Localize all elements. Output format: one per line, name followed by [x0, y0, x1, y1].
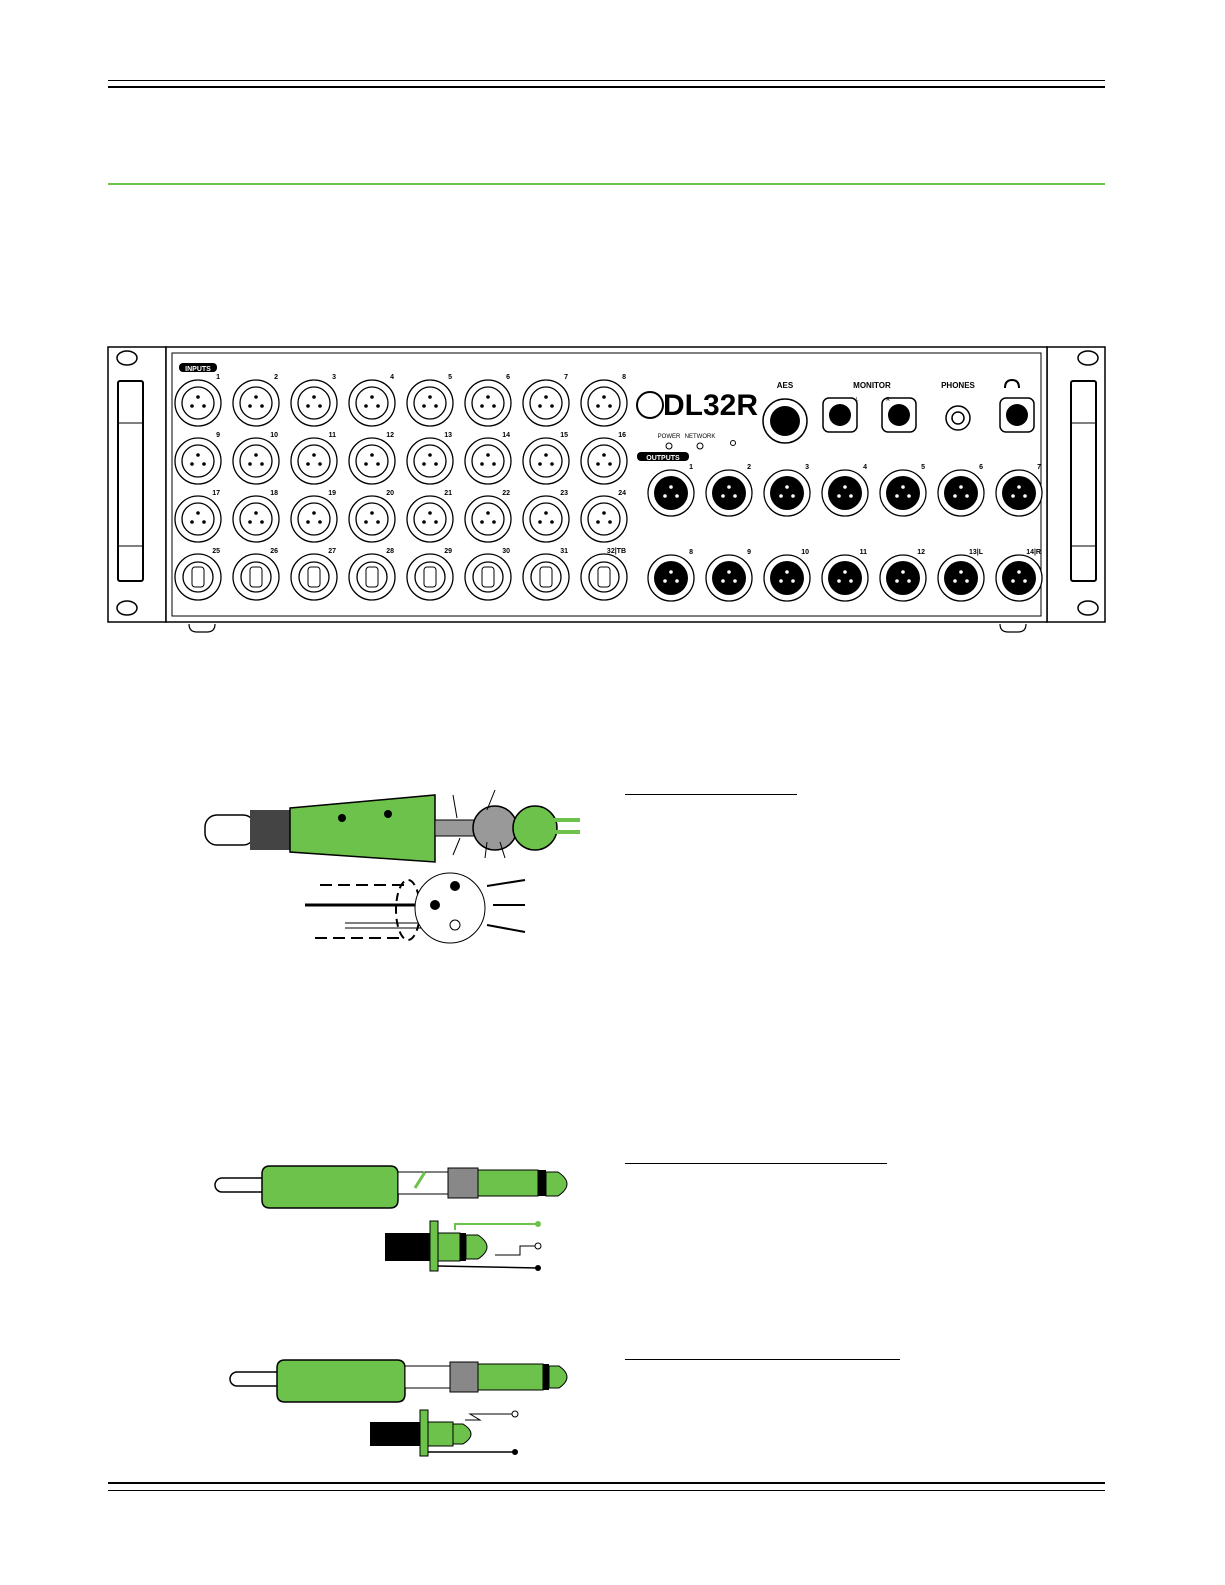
network-label: NETWORK: [684, 434, 716, 440]
xlr-caption-rule: [625, 794, 797, 795]
input-number-label: 18: [270, 490, 278, 497]
input-number-label: 7: [564, 374, 568, 381]
input-number-label: 26: [270, 548, 278, 555]
output-number-label: 14|R: [1026, 549, 1041, 556]
model-logo: DL32R: [663, 389, 759, 422]
footer-rule-bottom: [108, 1490, 1105, 1491]
input-number-label: 28: [386, 548, 394, 555]
input-number-label: 19: [328, 490, 336, 497]
output-number-label: 12: [917, 549, 925, 556]
input-number-label: 15: [560, 432, 568, 439]
input-number-label: 9: [216, 432, 220, 439]
input-number-label: 17: [212, 490, 220, 497]
monitor-right-label: R: [886, 397, 890, 403]
output-number-label: 6: [979, 464, 983, 471]
output-number-label: 3: [805, 464, 809, 471]
input-number-label: 16: [618, 432, 626, 439]
power-label: POWER: [657, 434, 681, 440]
section-green-rule: [108, 183, 1105, 185]
inputs-label: INPUTS: [185, 366, 211, 373]
xlr-connector-diagram: [195, 790, 595, 950]
input-number-label: 21: [444, 490, 452, 497]
input-number-label: 29: [444, 548, 452, 555]
input-number-label: 2: [274, 374, 278, 381]
input-number-label: 25: [212, 548, 220, 555]
header-rule-bottom: [108, 86, 1105, 88]
trs-caption-rule: [625, 1163, 887, 1164]
input-number-label: 32|TB: [606, 548, 626, 555]
monitor-label: MONITOR: [853, 381, 891, 390]
input-number-label: 1: [216, 374, 220, 381]
monitor-left-label: L: [855, 397, 859, 403]
output-number-label: 13|L: [968, 549, 983, 556]
input-number-label: 8: [622, 374, 626, 381]
footer-rule-top: [108, 1482, 1105, 1484]
output-number-label: 4: [863, 464, 867, 471]
input-number-label: 23: [560, 490, 568, 497]
input-number-label: 11: [328, 432, 336, 439]
header-rule-top: [108, 80, 1105, 81]
phones-label: PHONES: [941, 381, 975, 390]
input-number-label: 22: [502, 490, 510, 497]
output-number-label: 7: [1037, 464, 1041, 471]
output-number-label: 8: [689, 549, 693, 556]
output-number-label: 2: [747, 464, 751, 471]
input-number-label: 10: [270, 432, 278, 439]
output-number-label: 5: [921, 464, 925, 471]
ts-plug-diagram: [225, 1350, 585, 1460]
outputs-label: OUTPUTS: [646, 455, 680, 462]
input-number-label: 4: [390, 374, 394, 381]
input-number-label: 6: [506, 374, 510, 381]
input-number-label: 24: [618, 490, 626, 497]
output-number-label: 1: [689, 464, 693, 471]
input-number-label: 12: [386, 432, 394, 439]
input-number-label: 14: [502, 432, 510, 439]
output-number-label: 10: [801, 549, 809, 556]
input-number-label: 27: [328, 548, 336, 555]
input-number-label: 3: [332, 374, 336, 381]
ts-caption-rule: [625, 1359, 900, 1360]
input-number-label: 30: [502, 548, 510, 555]
input-number-label: 31: [560, 548, 568, 555]
input-number-label: 13: [444, 432, 452, 439]
dl32r-rear-panel: [105, 343, 1110, 638]
output-number-label: 9: [747, 549, 751, 556]
trs-plug-diagram: [210, 1158, 590, 1278]
input-number-label: 20: [386, 490, 394, 497]
output-number-label: 11: [859, 549, 867, 556]
aes-label: AES: [776, 381, 794, 390]
input-number-label: 5: [448, 374, 452, 381]
